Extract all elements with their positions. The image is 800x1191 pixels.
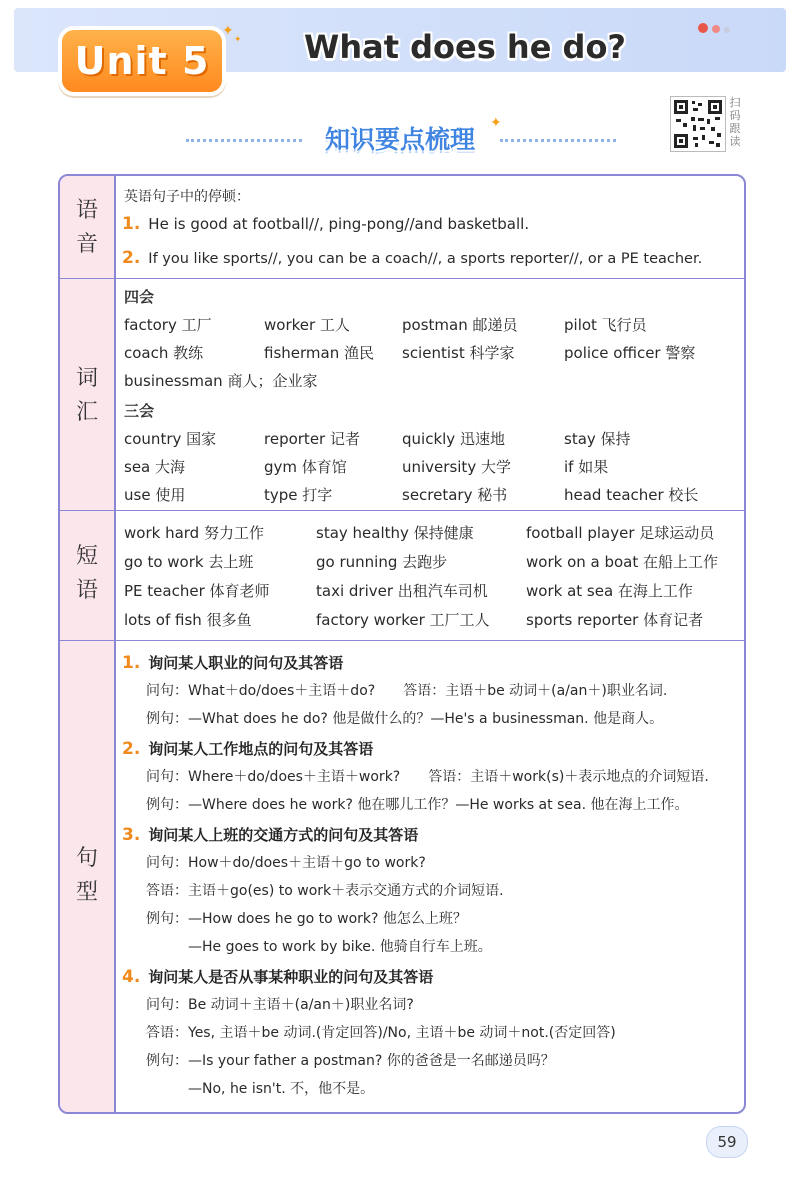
row-label-vocabulary: 词 汇 — [75, 366, 98, 425]
vocab-word: if 如果 — [564, 458, 609, 476]
vocab-word: businessman 商人；企业家 — [124, 372, 318, 390]
phrase: go to work 去上班 — [124, 553, 254, 571]
phrase: lots of fish 很多鱼 — [124, 611, 252, 629]
phrase: go running 去跑步 — [316, 553, 448, 571]
vocab-word: scientist 科学家 — [402, 344, 515, 362]
phrase: work on a boat 在船上工作 — [526, 553, 719, 571]
phrase: work hard 努力工作 — [124, 524, 264, 542]
vocab-four-skills-heading: 四会 — [124, 288, 155, 306]
sentence-line: 例句：—Where does he work? 他在哪儿工作？—He works at sea. 他在海上工作。 — [146, 797, 689, 813]
page-title: What does he do? — [304, 28, 626, 66]
sentence-pattern-title: 1. 询问某人职业的问句及其答语 — [122, 653, 344, 673]
row-divider — [60, 278, 744, 279]
sparkle-icon: ✦ — [234, 35, 242, 45]
phrase: PE teacher 体育老师 — [124, 582, 270, 600]
sentence-pattern-title: 2. 询问某人工作地点的问句及其答语 — [122, 739, 374, 759]
phonetics-item: 2. If you like sports//, you can be a coach//, a sports reporter//, or a PE teacher. — [122, 248, 703, 268]
dotted-divider-left — [186, 139, 302, 142]
vocab-word: factory 工厂 — [124, 316, 212, 334]
vocab-word: sea 大海 — [124, 458, 186, 476]
phrase: sports reporter 体育记者 — [526, 611, 704, 629]
qr-code[interactable] — [670, 96, 726, 152]
vocab-word: worker 工人 — [264, 316, 350, 334]
vocab-word: use 使用 — [124, 486, 186, 504]
vocab-word: fisherman 渔民 — [264, 344, 374, 362]
sentence-line: 答语：主语＋go(es) to work＋表示交通方式的介词短语. — [146, 883, 504, 899]
vocab-word: type 打字 — [264, 486, 333, 504]
vocab-word: police officer 警察 — [564, 344, 696, 362]
sentence-line: 问句：How＋do/does＋主语＋go to work? — [146, 855, 426, 871]
phonetics-intro: 英语句子中的停顿： — [124, 189, 250, 205]
vocab-word: stay 保持 — [564, 430, 631, 448]
decor-dots — [698, 18, 734, 37]
sentence-pattern-title: 4. 询问某人是否从事某种职业的问句及其答语 — [122, 967, 434, 987]
vocab-word: gym 体育馆 — [264, 458, 347, 476]
sparkle-icon: ✦ — [490, 115, 502, 131]
sentence-line: —He goes to work by bike. 他骑自行车上班。 — [146, 939, 492, 955]
sentence-pattern-title: 3. 询问某人上班的交通方式的问句及其答语 — [122, 825, 419, 845]
phrase: factory worker 工厂工人 — [316, 611, 490, 629]
row-divider — [60, 640, 744, 641]
vocab-word: coach 教练 — [124, 344, 204, 362]
table-side-column — [60, 176, 116, 1112]
phrase: stay healthy 保持健康 — [316, 524, 474, 542]
qr-code-icon — [671, 97, 725, 151]
qr-label: 扫 码 跟 读 — [729, 96, 741, 148]
sentence-line: 例句：—How does he go to work? 他怎么上班？ — [146, 911, 467, 927]
vocab-word: postman 邮递员 — [402, 316, 518, 334]
vocab-word: quickly 迅速地 — [402, 430, 505, 448]
sentence-line: 例句：—What does he do? 他是做什么的？—He's a businessman. 他是商人。 — [146, 711, 664, 727]
sentence-line: 问句：Be 动词＋主语＋(a/an＋)职业名词? — [146, 997, 414, 1013]
vocab-word: pilot 飞行员 — [564, 316, 647, 334]
row-label-phrases: 短 语 — [75, 544, 98, 603]
vocab-word: reporter 记者 — [264, 430, 360, 448]
sentence-line: 问句：Where＋do/does＋主语＋work? 答语：主语＋work(s)＋表示地点的介词短语. — [146, 769, 709, 785]
sentence-line: 答语：Yes, 主语＋be 动词.(肯定回答)/No, 主语＋be 动词＋not.(否定回答) — [146, 1025, 616, 1041]
page-number: 59 — [706, 1126, 748, 1158]
vocab-word: head teacher 校长 — [564, 486, 699, 504]
row-divider — [60, 510, 744, 511]
phonetics-item: 1. He is good at football//, ping-pong//and basketball. — [122, 214, 530, 234]
row-label-phonetics: 语 音 — [75, 198, 98, 257]
section-title: 知识要点梳理 — [324, 125, 475, 154]
vocab-three-skills-heading: 三会 — [124, 402, 155, 420]
sparkle-icon: ✦ — [222, 23, 234, 39]
vocab-word: university 大学 — [402, 458, 511, 476]
phrase: work at sea 在海上工作 — [526, 582, 693, 600]
phrase: football player 足球运动员 — [526, 524, 715, 542]
phrase: taxi driver 出租汽车司机 — [316, 582, 488, 600]
vocab-word: secretary 秘书 — [402, 486, 508, 504]
sentence-line: 例句：—Is your father a postman? 你的爸爸是一名邮递员吗？ — [146, 1053, 555, 1069]
sentence-line: —No, he isn't. 不，他不是。 — [146, 1081, 375, 1097]
knowledge-table — [58, 174, 746, 1114]
row-label-sentences: 句 型 — [75, 846, 98, 905]
vocab-word: country 国家 — [124, 430, 217, 448]
sentence-line: 问句：What＋do/does＋主语＋do? 答语：主语＋be 动词＋(a/an＋)职业名词. — [146, 683, 668, 699]
dotted-divider-right — [500, 139, 616, 142]
unit-badge: Unit 5 — [58, 26, 226, 96]
